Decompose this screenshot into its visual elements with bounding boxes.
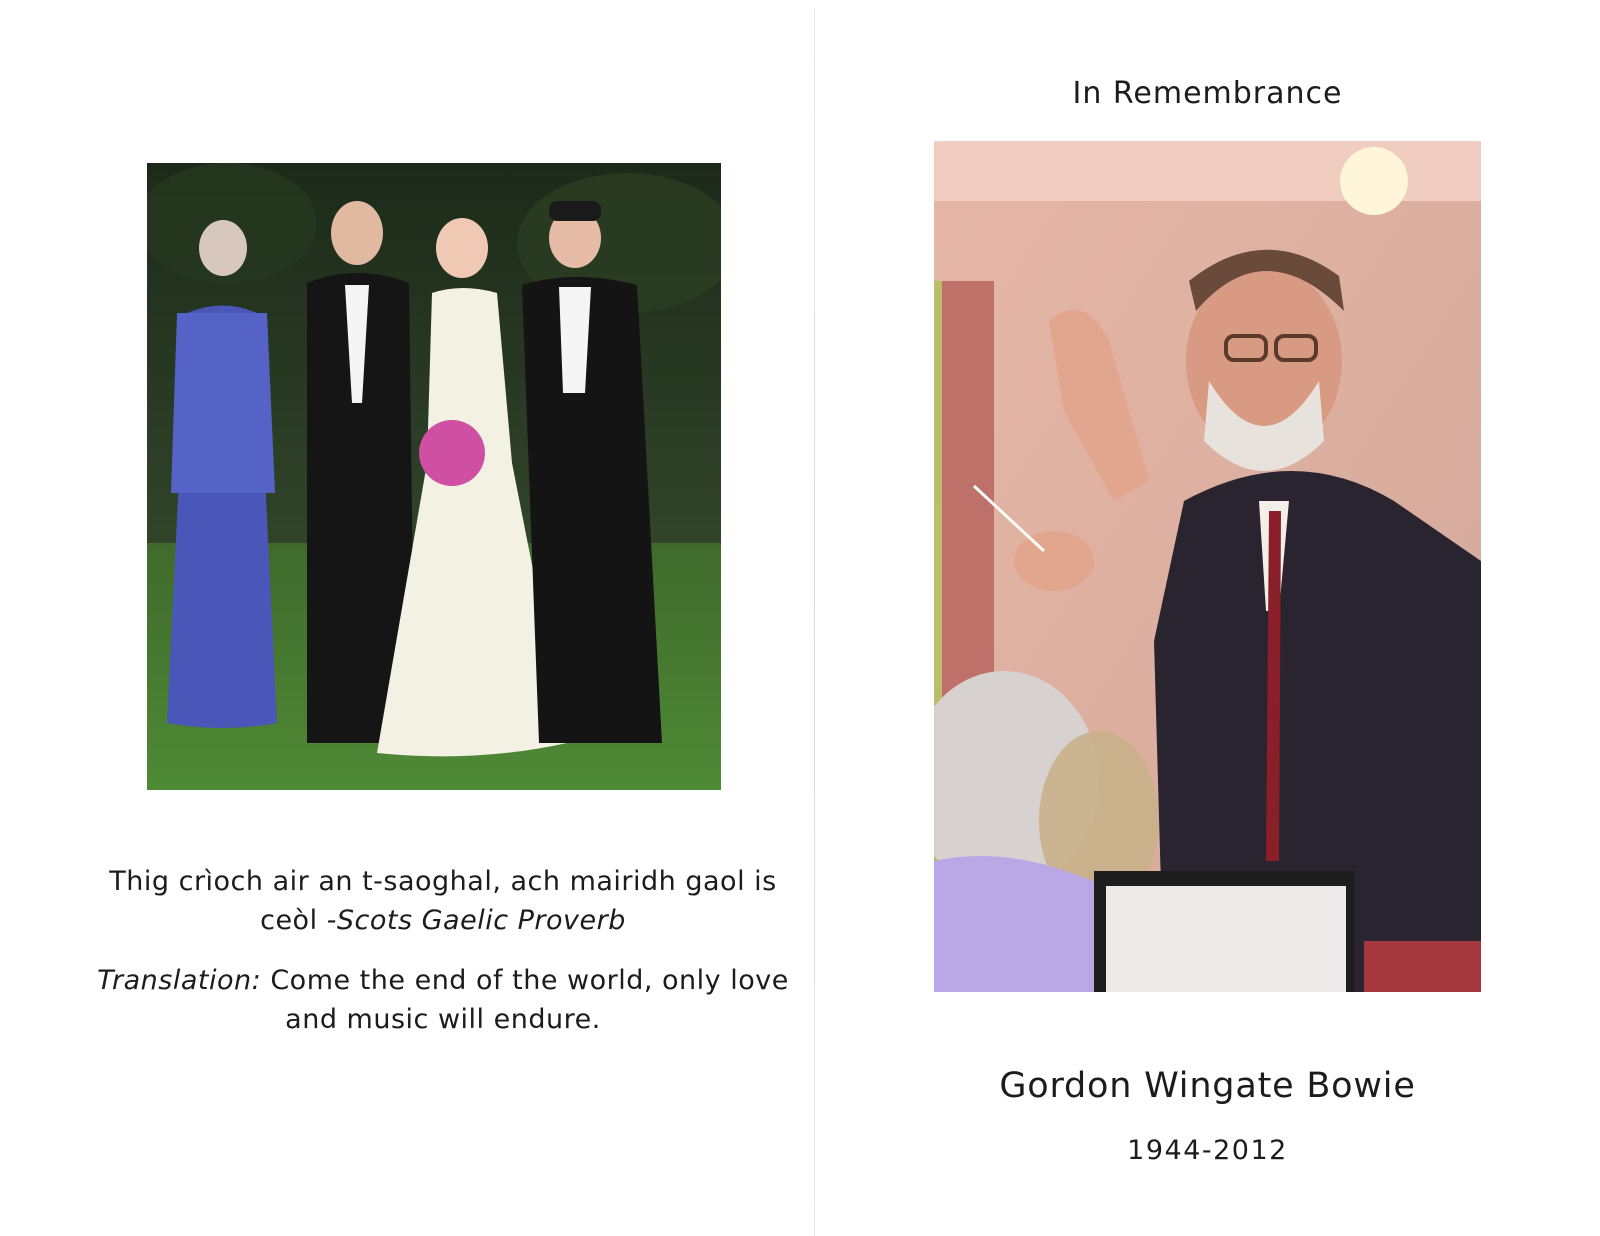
family-photo-image xyxy=(147,163,721,790)
conductor-photo-image xyxy=(934,141,1481,992)
conductor-portrait-photo xyxy=(934,141,1481,992)
page-heading: In Remembrance xyxy=(1072,76,1343,111)
right-page xyxy=(815,0,1600,1236)
memorial-name: Gordon Wingate Bowie xyxy=(999,1066,1416,1106)
proverb-attribution: -Scots Gaelic Proverb xyxy=(326,905,626,936)
translation-text: Come the end of the world, only love and music will endure. xyxy=(261,965,789,1035)
gaelic-proverb xyxy=(88,862,798,940)
proverb-gaelic-text: Thig crìoch air an t-saoghal, ach mairidh gaol is ceòl xyxy=(109,866,777,936)
translation-label: Translation: xyxy=(97,965,262,996)
memorial-years: 1944-2012 xyxy=(1127,1135,1288,1166)
family-wedding-photo xyxy=(147,163,721,790)
proverb-translation xyxy=(88,961,798,1039)
